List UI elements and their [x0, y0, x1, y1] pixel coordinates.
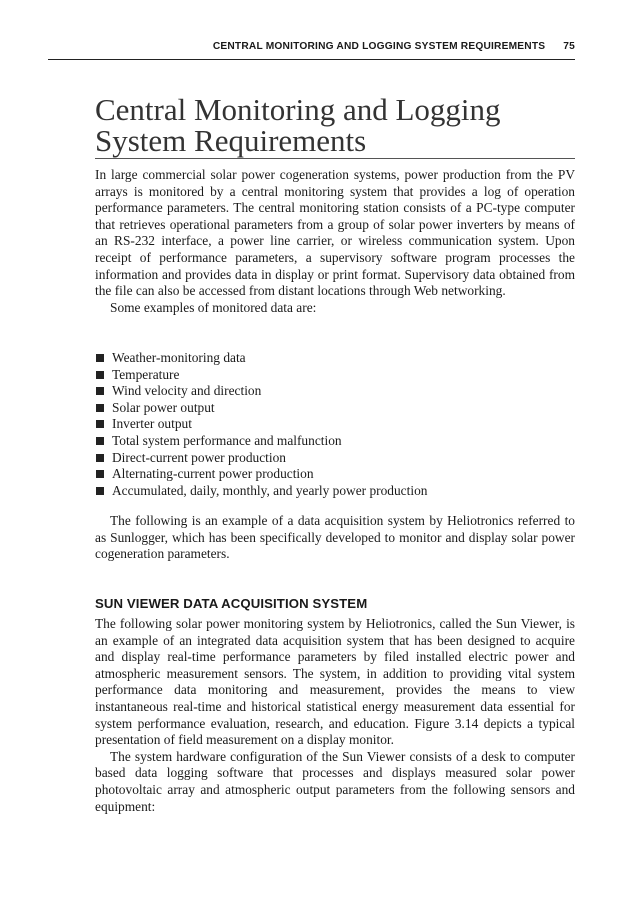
list-item: Total system performance and malfunction	[95, 433, 575, 450]
intro-block	[95, 167, 575, 316]
bullet-square-icon	[96, 420, 104, 428]
list-item: Accumulated, daily, monthly, and yearly power production	[95, 483, 575, 500]
intro-paragraph: In large commercial solar power cogeneration systems, power production from the PV arrays is monitored by a central monitoring system that provides a log of operation performance parameters. The central monitoring station consists of a PC-type computer that retrieves operational parameters from a group of solar power inverters by means of an RS-232 interface, a power line carrier, or wireless communication system. Upon receipt of performance parameters, a supervisory software program processes the information and provides data in display or print format. Supervisory data obtained from the file can also be accessed from distant locations through Web networking.	[95, 167, 575, 299]
list-item: Weather-monitoring data	[95, 350, 575, 367]
bullet-square-icon	[96, 404, 104, 412]
list-item: Direct-current power production	[95, 450, 575, 467]
sun-viewer-block	[95, 616, 575, 815]
bullet-square-icon	[96, 354, 104, 362]
running-head-title: CENTRAL MONITORING AND LOGGING SYSTEM REQUIREMENTS	[212, 41, 546, 52]
bullet-square-icon	[96, 487, 104, 495]
list-item: Inverter output	[95, 416, 575, 433]
page-number: 75	[563, 41, 575, 52]
list-item: Wind velocity and direction	[95, 383, 575, 400]
section-heading: SUN VIEWER DATA ACQUISITION SYSTEM	[95, 596, 368, 611]
bullet-square-icon	[96, 454, 104, 462]
list-item: Temperature	[95, 367, 575, 384]
chapter-title: Central Monitoring and Logging System Requirements	[95, 94, 575, 159]
bullet-square-icon	[96, 437, 104, 445]
monitored-data-list	[95, 350, 575, 499]
bullet-square-icon	[96, 387, 104, 395]
sunlogger-paragraph: The following is an example of a data acquisition system by Heliotronics referred to as Sunlogger, which has been specifically developed to monitor and display solar power cogeneration parameters.	[95, 513, 575, 562]
bullet-square-icon	[96, 470, 104, 478]
running-head	[48, 41, 575, 60]
list-item: Alternating-current power production	[95, 466, 575, 483]
sun-viewer-paragraph-2: The system hardware configuration of the Sun Viewer consists of a desk to computer based data logging software that processes and displays measured solar power photovoltaic array and atmospheric output parameters from the following sensors and equipment:	[95, 748, 575, 814]
sunlogger-block	[95, 513, 575, 563]
sun-viewer-paragraph-1: The following solar power monitoring system by Heliotronics, called the Sun Viewer, is an example of an integrated data acquisition system that has been designed to acquire and display real-time performance parameters by filed installed electric power and atmospheric measurement sensors. The system, in addition to providing vital system performance data monitoring and measurement, provides the means to view instantaneous real-time and historical statistical energy measurement data essential for system performance evaluation, research, and education. Figure 3.14 depicts a typical presentation of field measurement on a display monitor.	[95, 616, 575, 748]
list-item: Solar power output	[95, 400, 575, 417]
bullet-square-icon	[96, 371, 104, 379]
examples-lead: Some examples of monitored data are:	[110, 299, 317, 315]
